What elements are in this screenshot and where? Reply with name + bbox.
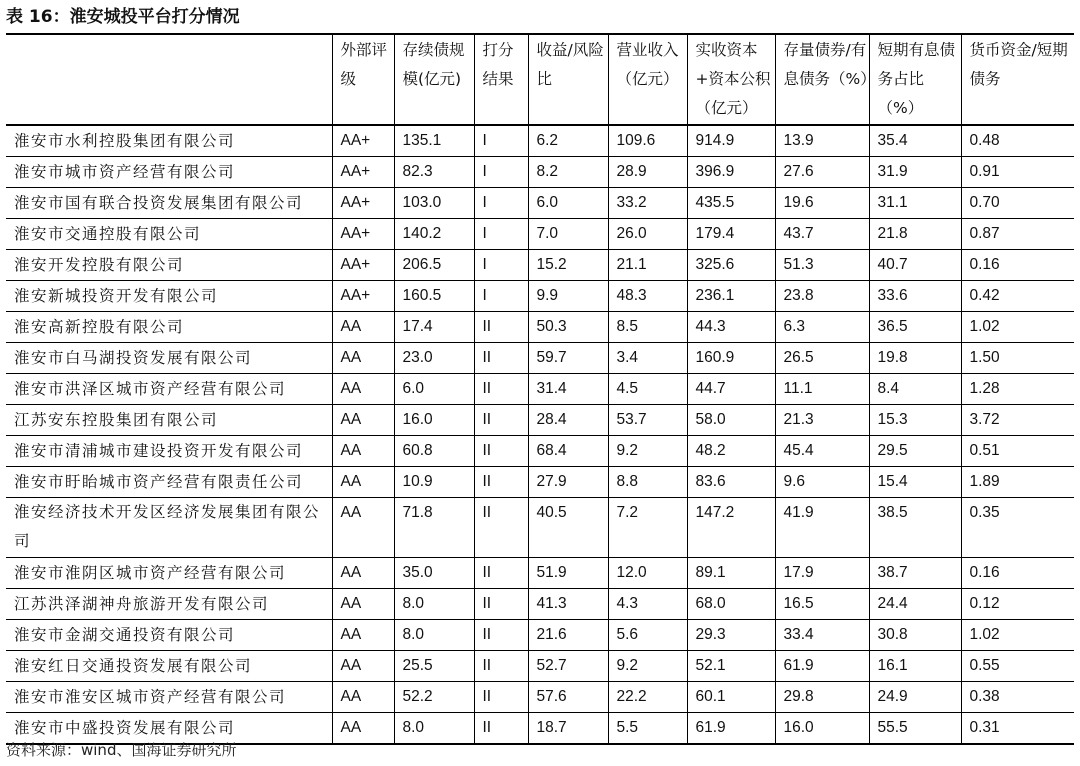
table-row [6, 219, 1074, 250]
cash-short-debt-cell: 0.70 [961, 188, 1074, 219]
short-debt-share-cell: 15.4 [869, 467, 961, 498]
rating-cell: AA [332, 436, 394, 467]
revenue-cell: 3.4 [608, 343, 687, 374]
short-debt-share-cell: 21.8 [869, 219, 961, 250]
table-row [6, 125, 1074, 157]
capital-cell: 60.1 [687, 682, 775, 713]
table-row [6, 188, 1074, 219]
score-cell: I [474, 157, 528, 188]
bond-debt-ratio-cell: 19.6 [775, 188, 869, 219]
table-row [6, 558, 1074, 589]
rating-cell: AA+ [332, 157, 394, 188]
bond-size-cell: 23.0 [394, 343, 474, 374]
rating-cell: AA [332, 374, 394, 405]
bond-debt-ratio-cell: 23.8 [775, 281, 869, 312]
return-risk-cell: 59.7 [528, 343, 608, 374]
rating-cell: AA+ [332, 250, 394, 281]
return-risk-cell: 41.3 [528, 589, 608, 620]
cash-short-debt-cell: 0.87 [961, 219, 1074, 250]
cash-short-debt-cell: 0.16 [961, 250, 1074, 281]
bond-size-cell: 206.5 [394, 250, 474, 281]
company-name-cell: 淮安市淮安区城市资产经营有限公司 [6, 682, 332, 713]
company-name-cell: 淮安市盱眙城市资产经营有限责任公司 [6, 467, 332, 498]
bond-size-cell: 135.1 [394, 125, 474, 157]
rating-cell: AA [332, 312, 394, 343]
return-risk-cell: 27.9 [528, 467, 608, 498]
revenue-cell: 4.3 [608, 589, 687, 620]
company-name-cell: 江苏洪泽湖神舟旅游开发有限公司 [6, 589, 332, 620]
column-header-capital: 实收资本+资本公积（亿元） [687, 34, 775, 125]
capital-cell: 48.2 [687, 436, 775, 467]
revenue-cell: 8.5 [608, 312, 687, 343]
return-risk-cell: 7.0 [528, 219, 608, 250]
table-title: 表 16：淮安城投平台打分情况 [6, 7, 240, 27]
company-name-cell: 淮安红日交通投资发展有限公司 [6, 651, 332, 682]
bond-debt-ratio-cell: 45.4 [775, 436, 869, 467]
revenue-cell: 22.2 [608, 682, 687, 713]
table-body [6, 125, 1074, 744]
capital-cell: 179.4 [687, 219, 775, 250]
cash-short-debt-cell: 3.72 [961, 405, 1074, 436]
revenue-cell: 9.2 [608, 651, 687, 682]
bond-size-cell: 140.2 [394, 219, 474, 250]
capital-cell: 435.5 [687, 188, 775, 219]
company-name-cell: 淮安开发控股有限公司 [6, 250, 332, 281]
company-name-cell: 淮安市交通控股有限公司 [6, 219, 332, 250]
capital-cell: 396.9 [687, 157, 775, 188]
short-debt-share-cell: 31.9 [869, 157, 961, 188]
score-cell: II [474, 620, 528, 651]
column-header-return-risk: 收益/风险比 [528, 34, 608, 125]
cash-short-debt-cell: 1.02 [961, 312, 1074, 343]
company-name-cell: 淮安市国有联合投资发展集团有限公司 [6, 188, 332, 219]
column-header-rating: 外部评级 [332, 34, 394, 125]
bond-debt-ratio-cell: 61.9 [775, 651, 869, 682]
bond-debt-ratio-cell: 6.3 [775, 312, 869, 343]
revenue-cell: 5.6 [608, 620, 687, 651]
source-note: 资料来源：wind、国海证券研究所 [6, 741, 237, 759]
return-risk-cell: 40.5 [528, 498, 608, 558]
capital-cell: 325.6 [687, 250, 775, 281]
rating-cell: AA [332, 589, 394, 620]
short-debt-share-cell: 29.5 [869, 436, 961, 467]
revenue-cell: 9.2 [608, 436, 687, 467]
capital-cell: 68.0 [687, 589, 775, 620]
company-name-cell: 淮安市金湖交通投资有限公司 [6, 620, 332, 651]
score-cell: II [474, 558, 528, 589]
revenue-cell: 4.5 [608, 374, 687, 405]
bond-size-cell: 160.5 [394, 281, 474, 312]
cash-short-debt-cell: 0.55 [961, 651, 1074, 682]
revenue-cell: 53.7 [608, 405, 687, 436]
return-risk-cell: 15.2 [528, 250, 608, 281]
revenue-cell: 109.6 [608, 125, 687, 157]
capital-cell: 236.1 [687, 281, 775, 312]
bond-size-cell: 71.8 [394, 498, 474, 558]
short-debt-share-cell: 40.7 [869, 250, 961, 281]
table-row [6, 405, 1074, 436]
company-name-cell: 淮安市水利控股集团有限公司 [6, 125, 332, 157]
revenue-cell: 28.9 [608, 157, 687, 188]
rating-cell: AA+ [332, 188, 394, 219]
score-cell: I [474, 250, 528, 281]
rating-cell: AA [332, 405, 394, 436]
bond-size-cell: 8.0 [394, 620, 474, 651]
bond-size-cell: 103.0 [394, 188, 474, 219]
capital-cell: 61.9 [687, 713, 775, 745]
cash-short-debt-cell: 0.42 [961, 281, 1074, 312]
bond-size-cell: 35.0 [394, 558, 474, 589]
cash-short-debt-cell: 0.91 [961, 157, 1074, 188]
revenue-cell: 21.1 [608, 250, 687, 281]
cash-short-debt-cell: 0.51 [961, 436, 1074, 467]
capital-cell: 44.7 [687, 374, 775, 405]
company-name-cell: 淮安新城投资开发有限公司 [6, 281, 332, 312]
short-debt-share-cell: 15.3 [869, 405, 961, 436]
bond-debt-ratio-cell: 51.3 [775, 250, 869, 281]
company-name-cell: 淮安经济技术开发区经济发展集团有限公司 [6, 498, 332, 558]
score-cell: II [474, 343, 528, 374]
bond-debt-ratio-cell: 41.9 [775, 498, 869, 558]
bond-size-cell: 52.2 [394, 682, 474, 713]
column-header-bond-size: 存续债规模(亿元) [394, 34, 474, 125]
rating-cell: AA [332, 558, 394, 589]
table-row [6, 620, 1074, 651]
short-debt-share-cell: 55.5 [869, 713, 961, 745]
table-row [6, 250, 1074, 281]
return-risk-cell: 50.3 [528, 312, 608, 343]
capital-cell: 29.3 [687, 620, 775, 651]
cash-short-debt-cell: 1.28 [961, 374, 1074, 405]
score-cell: II [474, 651, 528, 682]
bond-size-cell: 10.9 [394, 467, 474, 498]
short-debt-share-cell: 19.8 [869, 343, 961, 374]
cash-short-debt-cell: 1.50 [961, 343, 1074, 374]
cash-short-debt-cell: 1.89 [961, 467, 1074, 498]
return-risk-cell: 68.4 [528, 436, 608, 467]
bond-size-cell: 60.8 [394, 436, 474, 467]
return-risk-cell: 57.6 [528, 682, 608, 713]
bond-size-cell: 25.5 [394, 651, 474, 682]
company-name-cell: 淮安市城市资产经营有限公司 [6, 157, 332, 188]
revenue-cell: 5.5 [608, 713, 687, 745]
rating-cell: AA [332, 682, 394, 713]
company-name-cell: 淮安市中盛投资发展有限公司 [6, 713, 332, 745]
column-header-cash-short-debt: 货币资金/短期债务 [961, 34, 1074, 125]
bond-size-cell: 8.0 [394, 713, 474, 745]
capital-cell: 52.1 [687, 651, 775, 682]
return-risk-cell: 52.7 [528, 651, 608, 682]
return-risk-cell: 9.9 [528, 281, 608, 312]
return-risk-cell: 6.2 [528, 125, 608, 157]
table-row [6, 157, 1074, 188]
bond-debt-ratio-cell: 17.9 [775, 558, 869, 589]
short-debt-share-cell: 24.4 [869, 589, 961, 620]
cash-short-debt-cell: 0.35 [961, 498, 1074, 558]
company-name-cell: 淮安市洪泽区城市资产经营有限公司 [6, 374, 332, 405]
rating-cell: AA [332, 620, 394, 651]
revenue-cell: 26.0 [608, 219, 687, 250]
table-row [6, 374, 1074, 405]
revenue-cell: 48.3 [608, 281, 687, 312]
table-row [6, 682, 1074, 713]
capital-cell: 44.3 [687, 312, 775, 343]
short-debt-share-cell: 35.4 [869, 125, 961, 157]
score-cell: I [474, 125, 528, 157]
bond-debt-ratio-cell: 11.1 [775, 374, 869, 405]
score-cell: I [474, 188, 528, 219]
bond-debt-ratio-cell: 27.6 [775, 157, 869, 188]
rating-cell: AA+ [332, 125, 394, 157]
bond-size-cell: 16.0 [394, 405, 474, 436]
short-debt-share-cell: 33.6 [869, 281, 961, 312]
capital-cell: 147.2 [687, 498, 775, 558]
short-debt-share-cell: 31.1 [869, 188, 961, 219]
cash-short-debt-cell: 0.31 [961, 713, 1074, 745]
rating-cell: AA [332, 713, 394, 745]
rating-cell: AA [332, 343, 394, 374]
scoring-table [6, 33, 1074, 745]
table-row [6, 281, 1074, 312]
short-debt-share-cell: 38.5 [869, 498, 961, 558]
table-row [6, 436, 1074, 467]
revenue-cell: 7.2 [608, 498, 687, 558]
return-risk-cell: 31.4 [528, 374, 608, 405]
cash-short-debt-cell: 0.38 [961, 682, 1074, 713]
capital-cell: 83.6 [687, 467, 775, 498]
return-risk-cell: 21.6 [528, 620, 608, 651]
table-row [6, 651, 1074, 682]
table-row [6, 498, 1074, 558]
score-cell: II [474, 374, 528, 405]
score-cell: II [474, 713, 528, 745]
short-debt-share-cell: 8.4 [869, 374, 961, 405]
revenue-cell: 33.2 [608, 188, 687, 219]
bond-size-cell: 6.0 [394, 374, 474, 405]
capital-cell: 89.1 [687, 558, 775, 589]
cash-short-debt-cell: 0.48 [961, 125, 1074, 157]
return-risk-cell: 6.0 [528, 188, 608, 219]
score-cell: II [474, 467, 528, 498]
short-debt-share-cell: 38.7 [869, 558, 961, 589]
bond-size-cell: 8.0 [394, 589, 474, 620]
score-cell: I [474, 219, 528, 250]
capital-cell: 160.9 [687, 343, 775, 374]
company-name-cell: 淮安市淮阴区城市资产经营有限公司 [6, 558, 332, 589]
bond-debt-ratio-cell: 33.4 [775, 620, 869, 651]
short-debt-share-cell: 16.1 [869, 651, 961, 682]
bond-size-cell: 82.3 [394, 157, 474, 188]
column-header-revenue: 营业收入（亿元） [608, 34, 687, 125]
company-name-cell: 淮安市清浦城市建设投资开发有限公司 [6, 436, 332, 467]
bond-size-cell: 17.4 [394, 312, 474, 343]
table-row [6, 589, 1074, 620]
rating-cell: AA+ [332, 281, 394, 312]
return-risk-cell: 18.7 [528, 713, 608, 745]
bond-debt-ratio-cell: 29.8 [775, 682, 869, 713]
table-row [6, 467, 1074, 498]
rating-cell: AA [332, 498, 394, 558]
cash-short-debt-cell: 0.16 [961, 558, 1074, 589]
short-debt-share-cell: 24.9 [869, 682, 961, 713]
table-row [6, 343, 1074, 374]
score-cell: II [474, 589, 528, 620]
bond-debt-ratio-cell: 21.3 [775, 405, 869, 436]
company-name-cell: 江苏安东控股集团有限公司 [6, 405, 332, 436]
score-cell: II [474, 436, 528, 467]
column-header-short-debt-share: 短期有息债务占比（%） [869, 34, 961, 125]
return-risk-cell: 8.2 [528, 157, 608, 188]
bond-debt-ratio-cell: 9.6 [775, 467, 869, 498]
column-header-score: 打分结果 [474, 34, 528, 125]
cash-short-debt-cell: 1.02 [961, 620, 1074, 651]
score-cell: II [474, 498, 528, 558]
bond-debt-ratio-cell: 43.7 [775, 219, 869, 250]
return-risk-cell: 28.4 [528, 405, 608, 436]
score-cell: II [474, 682, 528, 713]
rating-cell: AA [332, 651, 394, 682]
header-row [6, 34, 1074, 125]
return-risk-cell: 51.9 [528, 558, 608, 589]
bond-debt-ratio-cell: 13.9 [775, 125, 869, 157]
bond-debt-ratio-cell: 16.0 [775, 713, 869, 745]
table-row [6, 312, 1074, 343]
company-name-cell: 淮安市白马湖投资发展有限公司 [6, 343, 332, 374]
capital-cell: 914.9 [687, 125, 775, 157]
score-cell: I [474, 281, 528, 312]
score-cell: II [474, 312, 528, 343]
column-header-company [6, 34, 332, 125]
company-name-cell: 淮安高新控股有限公司 [6, 312, 332, 343]
bond-debt-ratio-cell: 16.5 [775, 589, 869, 620]
revenue-cell: 12.0 [608, 558, 687, 589]
cash-short-debt-cell: 0.12 [961, 589, 1074, 620]
score-cell: II [474, 405, 528, 436]
rating-cell: AA+ [332, 219, 394, 250]
short-debt-share-cell: 36.5 [869, 312, 961, 343]
short-debt-share-cell: 30.8 [869, 620, 961, 651]
capital-cell: 58.0 [687, 405, 775, 436]
revenue-cell: 8.8 [608, 467, 687, 498]
bond-debt-ratio-cell: 26.5 [775, 343, 869, 374]
column-header-bond-debt-ratio: 存量债券/有息债务（%） [775, 34, 869, 125]
rating-cell: AA [332, 467, 394, 498]
